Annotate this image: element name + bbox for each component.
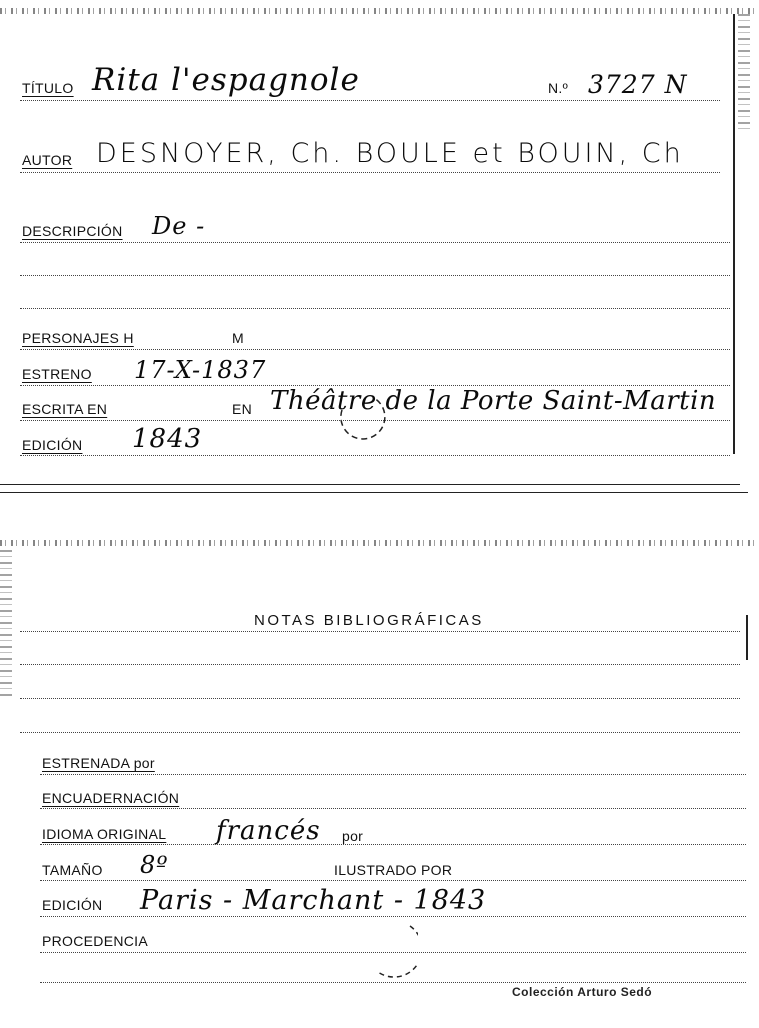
edicion-front-label: EDICIÓN [22, 437, 83, 453]
notas-line-2 [20, 664, 740, 665]
descripcion-label: DESCRIPCIÓN [22, 223, 123, 239]
notas-line-4 [20, 732, 740, 733]
encuadernacion-line [40, 808, 746, 809]
numero-label: N.º [548, 80, 569, 96]
collection-footer: Colección Arturo Sedó [512, 985, 653, 999]
autor-label: AUTOR [22, 152, 73, 168]
estrenada-label: ESTRENADA por [42, 755, 155, 771]
edicion-front-value: 1843 [132, 424, 203, 454]
escrita-line [20, 420, 730, 421]
idioma-value: francés [216, 816, 321, 846]
card-edge-speckle [738, 14, 750, 134]
encuadernacion-label: ENCUADERNACIÓN [42, 790, 180, 806]
notas-line-3 [20, 698, 740, 699]
personajes-m-label: M [232, 330, 244, 346]
catalog-card-front [0, 0, 759, 495]
tamano-label: TAMAÑO [42, 862, 103, 878]
descripcion-line-2 [20, 275, 730, 276]
idioma-label: IDIOMA ORIGINAL [42, 826, 167, 842]
descripcion-line-3 [20, 308, 730, 309]
edicion-front-line [20, 455, 730, 456]
idioma-line [40, 844, 746, 845]
back-card-left-speckle [0, 550, 12, 700]
stamp-mark [334, 390, 390, 446]
estreno-label: ESTRENO [22, 366, 92, 382]
edicion-back-value: Paris - Marchant - 1843 [140, 885, 487, 916]
titulo-label: TÍTULO [22, 80, 74, 96]
titulo-value: Rita l'espagnole [92, 62, 360, 98]
en-value: Théâtre de la Porte Saint-Martin [270, 386, 717, 416]
back-stamp-mark [368, 918, 418, 978]
card-bottom-edge-2 [0, 492, 748, 493]
back-card-right-mark [746, 615, 748, 660]
catalog-card-back [0, 540, 759, 1028]
en-label: EN [232, 401, 253, 417]
autor-value: DESNOYER, Ch. BOULE et BOUIN, Ch [96, 138, 684, 169]
procedencia-label: PROCEDENCIA [42, 933, 148, 949]
edicion-back-line [40, 916, 746, 917]
back-card-top-edge [0, 540, 759, 546]
card-top-edge [0, 8, 759, 14]
personajes-line [20, 349, 730, 350]
procedencia-line [40, 952, 746, 953]
notas-heading: NOTAS BIBLIOGRÁFICAS [254, 612, 484, 629]
notas-line-1 [20, 631, 740, 632]
edicion-back-label: EDICIÓN [42, 897, 103, 913]
ilustrado-label: ILUSTRADO POR [334, 862, 453, 878]
por-label: por [342, 828, 364, 844]
tamano-value: 8º [140, 851, 169, 879]
descripcion-value: De - [152, 212, 206, 240]
autor-line [20, 172, 720, 173]
titulo-line [20, 100, 720, 101]
card-right-edge [733, 14, 735, 454]
escrita-label: ESCRITA EN [22, 401, 108, 417]
estrenada-line [40, 774, 746, 775]
numero-value: 3727 N [588, 70, 688, 99]
tamano-line [40, 880, 746, 881]
card-bottom-edge-1 [0, 484, 740, 485]
estreno-value: 17-X-1837 [134, 356, 267, 384]
descripcion-line-1 [20, 242, 730, 243]
procedencia-line-2 [40, 982, 746, 983]
personajes-label: PERSONAJES H [22, 330, 134, 346]
